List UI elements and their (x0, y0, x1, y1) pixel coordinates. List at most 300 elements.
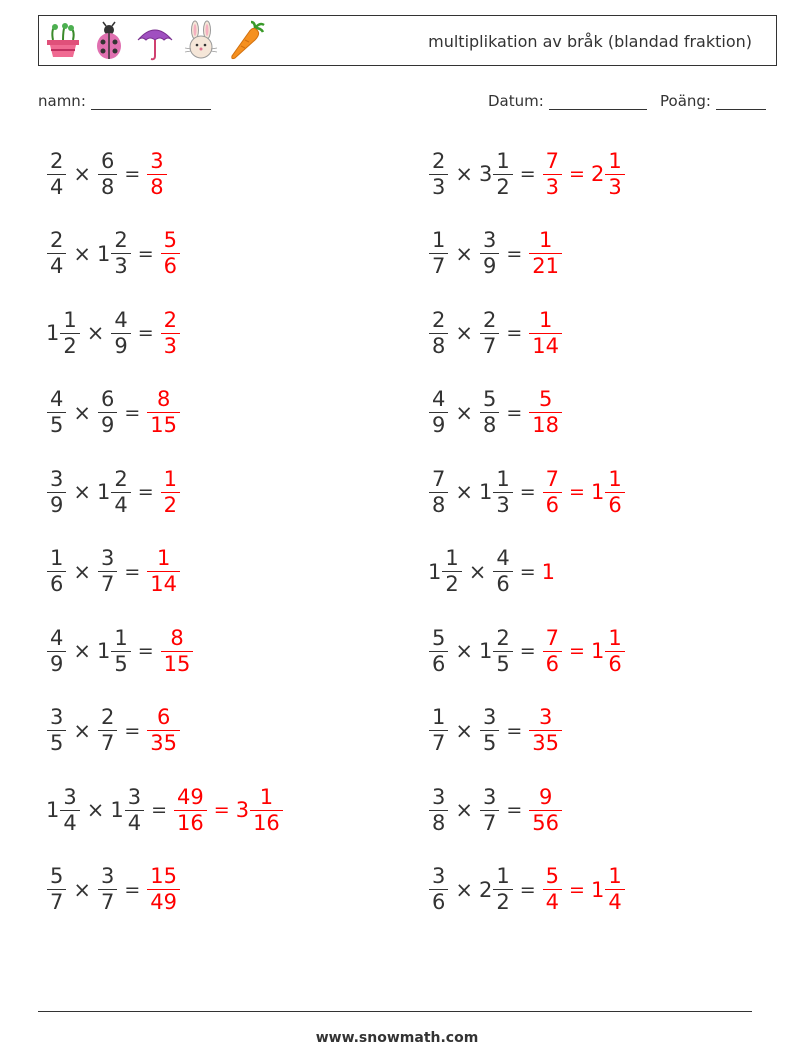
name-label: namn: (38, 92, 86, 110)
denominator: 3 (543, 174, 562, 200)
numerator: 5 (545, 864, 560, 888)
denominator: 6 (605, 492, 624, 518)
denominator: 3 (161, 333, 180, 359)
name-field (38, 92, 211, 110)
equals-sign: = (124, 560, 141, 583)
denominator: 8 (98, 174, 117, 200)
denominator: 6 (543, 651, 562, 677)
equals-sign: = (519, 878, 536, 901)
times-sign: × (455, 877, 473, 902)
fraction (543, 467, 562, 518)
times-sign: × (73, 559, 91, 584)
numerator: 2 (496, 625, 510, 650)
denominator: 7 (98, 571, 117, 597)
times-sign: × (73, 400, 91, 425)
denominator: 15 (161, 651, 194, 677)
denominator: 3 (605, 174, 624, 200)
whole-number: 3 (478, 162, 493, 186)
denominator: 8 (429, 810, 448, 836)
fraction (429, 149, 448, 200)
fraction (493, 626, 512, 677)
numerator: 4 (496, 546, 510, 570)
answer (542, 149, 626, 200)
whole-number: 1 (110, 798, 124, 822)
fraction (60, 308, 79, 359)
problem-item (46, 461, 181, 523)
denominator: 5 (493, 651, 512, 677)
fraction (47, 546, 66, 597)
numerator: 49 (177, 784, 204, 809)
answer (146, 546, 181, 597)
whole-number: 1 (46, 321, 60, 345)
equals-sign: = (151, 799, 168, 821)
fraction (480, 387, 499, 438)
numerator: 4 (50, 387, 64, 411)
times-sign: × (73, 877, 91, 902)
score-blank-line[interactable] (716, 94, 766, 110)
numerator: 7 (545, 625, 560, 650)
equals-sign: = (519, 560, 536, 583)
fraction (161, 467, 180, 518)
fraction (47, 864, 66, 915)
denominator: 4 (125, 810, 144, 836)
score-field (660, 92, 766, 110)
whole-number: 1 (541, 559, 556, 584)
equals-sign: = (569, 640, 585, 662)
times-sign: × (455, 162, 473, 186)
numerator: 7 (432, 466, 446, 491)
problem-item (46, 700, 181, 762)
whole-number: 1 (478, 639, 493, 663)
fraction (161, 308, 180, 359)
fraction (605, 864, 624, 915)
answer (528, 705, 563, 756)
fraction (111, 467, 130, 518)
numerator: 3 (432, 864, 446, 888)
denominator: 5 (47, 412, 66, 438)
score-label: Poäng: (660, 92, 711, 110)
numerator: 1 (432, 705, 446, 729)
equals-sign: = (506, 322, 523, 344)
denominator: 7 (98, 889, 117, 915)
equals-sign: = (569, 163, 585, 185)
denominator: 4 (111, 492, 130, 518)
fraction (125, 785, 144, 836)
whole-number: 1 (96, 639, 111, 663)
times-sign: × (455, 718, 473, 743)
whole-number: 1 (96, 480, 111, 504)
fraction (493, 546, 512, 597)
fraction (529, 705, 562, 756)
answer (528, 785, 563, 836)
fraction (529, 228, 562, 279)
fraction (111, 626, 130, 677)
denominator: 35 (147, 730, 180, 756)
name-blank-line[interactable] (91, 94, 211, 110)
equals-sign: = (124, 878, 141, 901)
numerator: 1 (608, 148, 622, 173)
problem-item (428, 779, 563, 841)
numerator: 1 (496, 148, 510, 173)
denominator: 6 (543, 492, 562, 518)
fraction (47, 387, 66, 438)
problem-item (46, 859, 181, 921)
numerator: 1 (608, 466, 622, 491)
numerator: 15 (150, 864, 178, 888)
equals-sign: = (124, 163, 141, 185)
denominator: 4 (605, 889, 624, 915)
whole-number: 2 (590, 162, 605, 186)
fraction (174, 785, 207, 836)
fraction (111, 308, 130, 359)
denominator: 6 (429, 889, 448, 915)
numerator: 6 (100, 387, 115, 411)
denominator: 5 (47, 730, 66, 756)
numerator: 1 (608, 625, 622, 650)
numerator: 3 (50, 466, 64, 491)
answer (542, 626, 626, 677)
denominator: 2 (161, 492, 180, 518)
denominator: 8 (429, 333, 448, 359)
denominator: 5 (111, 651, 130, 677)
times-sign: × (468, 559, 487, 584)
numerator: 2 (482, 307, 497, 332)
fraction (429, 864, 448, 915)
fraction (429, 626, 448, 677)
fraction (605, 149, 624, 200)
problem-item (46, 302, 181, 364)
numerator: 1 (50, 546, 64, 570)
fraction (47, 467, 66, 518)
times-sign: × (455, 241, 473, 266)
denominator: 14 (147, 571, 180, 597)
fraction (98, 387, 117, 438)
denominator: 6 (161, 253, 180, 279)
times-sign: × (73, 639, 91, 663)
answer (160, 308, 181, 359)
numerator: 1 (163, 466, 178, 491)
numerator: 5 (50, 864, 64, 888)
denominator: 2 (60, 333, 79, 359)
date-field (488, 92, 647, 110)
answer (173, 785, 284, 836)
fraction (429, 228, 448, 279)
denominator: 4 (60, 810, 79, 836)
equals-sign: = (137, 481, 154, 503)
times-sign: × (455, 400, 473, 425)
denominator: 2 (493, 889, 512, 915)
times-sign: × (455, 321, 473, 345)
equals-sign: = (124, 719, 141, 742)
numerator: 5 (432, 625, 446, 650)
problem-item (46, 620, 194, 682)
denominator: 6 (493, 571, 512, 597)
denominator: 4 (47, 174, 66, 200)
numerator: 5 (538, 387, 553, 411)
answer (160, 228, 181, 279)
denominator: 15 (147, 412, 180, 438)
times-sign: × (86, 798, 105, 822)
equals-sign: = (569, 481, 585, 503)
fraction (480, 705, 499, 756)
numerator: 3 (432, 784, 446, 809)
numerator: 3 (482, 784, 497, 809)
numerator: 3 (482, 705, 497, 729)
whole-number: 1 (590, 480, 605, 504)
equals-sign: = (137, 640, 154, 662)
numerator: 8 (156, 387, 171, 411)
denominator: 8 (480, 412, 499, 438)
equals-sign: = (137, 242, 154, 265)
answer (528, 387, 563, 438)
header-icons (43, 20, 267, 62)
equals-sign: = (569, 878, 585, 901)
numerator: 2 (432, 307, 446, 332)
denominator: 16 (174, 810, 207, 836)
denominator: 3 (429, 174, 448, 200)
fraction (161, 228, 180, 279)
denominator: 6 (605, 651, 624, 677)
denominator: 7 (480, 333, 499, 359)
answer (528, 308, 563, 359)
fraction (147, 149, 166, 200)
problem-item (46, 541, 181, 603)
fraction (47, 705, 66, 756)
fraction (543, 864, 562, 915)
numerator: 1 (432, 228, 446, 252)
fraction (543, 149, 562, 200)
numerator: 1 (538, 228, 553, 252)
answer (146, 149, 167, 200)
numerator: 3 (50, 705, 64, 729)
fraction (605, 626, 624, 677)
numerator: 5 (482, 387, 497, 411)
answer (146, 387, 181, 438)
numerator: 3 (100, 546, 115, 570)
equals-sign: = (519, 163, 536, 185)
problem-item (428, 461, 626, 523)
problem-item (428, 143, 626, 205)
header-box (38, 15, 777, 66)
numerator: 5 (163, 228, 178, 252)
answer (542, 560, 555, 584)
numerator: 9 (538, 784, 553, 809)
whole-number: 1 (46, 798, 60, 822)
denominator: 7 (429, 730, 448, 756)
fraction (493, 864, 512, 915)
equals-sign: = (124, 401, 141, 424)
numerator: 3 (127, 784, 142, 809)
problem-item (46, 143, 168, 205)
equals-sign: = (506, 719, 523, 742)
problem-item (428, 620, 626, 682)
numerator: 2 (50, 148, 64, 173)
fraction (529, 308, 562, 359)
denominator: 3 (493, 492, 512, 518)
numerator: 3 (150, 148, 164, 173)
times-sign: × (455, 639, 473, 663)
denominator: 7 (47, 889, 66, 915)
times-sign: × (73, 718, 91, 743)
numerator: 3 (63, 784, 77, 809)
denominator: 8 (147, 174, 166, 200)
fraction (442, 546, 461, 597)
equals-sign: = (213, 799, 230, 821)
fraction (147, 864, 180, 915)
whole-number: 2 (478, 877, 493, 902)
times-sign: × (73, 480, 91, 504)
fraction (250, 785, 283, 836)
fraction (147, 387, 180, 438)
numerator: 2 (114, 466, 128, 491)
answer (160, 467, 181, 518)
problem-item (428, 223, 563, 285)
denominator: 9 (47, 651, 66, 677)
fraction (161, 626, 194, 677)
denominator: 14 (529, 333, 562, 359)
denominator: 6 (47, 571, 66, 597)
numerator: 1 (496, 466, 510, 491)
fraction (429, 467, 448, 518)
denominator: 9 (47, 492, 66, 518)
numerator: 2 (50, 228, 64, 252)
numerator: 4 (50, 625, 64, 650)
fraction (529, 785, 562, 836)
times-sign: × (73, 162, 91, 186)
whole-number: 3 (235, 798, 250, 822)
numerator: 1 (63, 307, 77, 332)
denominator: 56 (529, 810, 562, 836)
answer (542, 864, 626, 915)
fraction (98, 149, 117, 200)
footer-url: www.snowmath.com (315, 1030, 479, 1046)
answer (146, 864, 181, 915)
numerator: 1 (496, 864, 510, 888)
numerator: 1 (259, 784, 274, 809)
denominator: 7 (480, 810, 499, 836)
numerator: 7 (545, 148, 560, 173)
denominator: 9 (429, 412, 448, 438)
fraction (98, 705, 117, 756)
problem-item (428, 541, 555, 603)
fraction (147, 546, 180, 597)
equals-sign: = (506, 401, 523, 424)
fraction (493, 149, 512, 200)
numerator: 1 (156, 546, 171, 570)
equals-sign: = (506, 242, 523, 265)
problem-item (428, 382, 563, 444)
numerator: 3 (100, 864, 115, 888)
numerator: 3 (482, 228, 497, 252)
fraction (47, 626, 66, 677)
denominator: 21 (529, 253, 562, 279)
umbrella-icon (135, 20, 175, 62)
carrot-icon (227, 20, 267, 62)
denominator: 9 (98, 412, 117, 438)
fraction (605, 467, 624, 518)
whole-number: 1 (590, 639, 605, 663)
fraction (429, 308, 448, 359)
denominator: 18 (529, 412, 562, 438)
fraction (98, 546, 117, 597)
fraction (111, 228, 130, 279)
denominator: 2 (442, 571, 461, 597)
denominator: 5 (480, 730, 499, 756)
fraction (147, 705, 180, 756)
fraction (60, 785, 79, 836)
denominator: 3 (111, 253, 130, 279)
date-blank-line[interactable] (549, 94, 647, 110)
denominator: 9 (480, 253, 499, 279)
fraction (429, 785, 448, 836)
numerator: 2 (163, 307, 178, 332)
equals-sign: = (506, 799, 523, 821)
bunny-icon (181, 20, 221, 62)
numerator: 1 (538, 307, 553, 332)
worksheet-title: multiplikation av bråk (blandad fraktion) (428, 32, 752, 51)
numerator: 6 (100, 148, 115, 173)
answer (146, 705, 181, 756)
denominator: 6 (429, 651, 448, 677)
numerator: 1 (608, 864, 622, 888)
footer-divider (38, 1011, 752, 1012)
fraction (480, 785, 499, 836)
fraction (480, 228, 499, 279)
numerator: 2 (114, 228, 128, 252)
denominator: 35 (529, 730, 562, 756)
denominator: 9 (111, 333, 130, 359)
problem-item (428, 700, 563, 762)
answer (542, 467, 626, 518)
numerator: 2 (432, 148, 446, 173)
numerator: 4 (432, 387, 446, 411)
denominator: 49 (147, 889, 180, 915)
equals-sign: = (519, 640, 536, 662)
denominator: 7 (429, 253, 448, 279)
date-label: Datum: (488, 92, 544, 110)
problem-item (46, 223, 181, 285)
whole-number: 1 (590, 877, 605, 902)
denominator: 7 (98, 730, 117, 756)
answer (528, 228, 563, 279)
fraction (98, 864, 117, 915)
answer (160, 626, 195, 677)
problem-item (428, 302, 563, 364)
fraction (529, 387, 562, 438)
times-sign: × (86, 321, 105, 345)
equals-sign: = (137, 322, 154, 344)
problem-item (428, 859, 626, 921)
denominator: 8 (429, 492, 448, 518)
fraction (47, 149, 66, 200)
ladybug-icon (89, 20, 129, 62)
numerator: 1 (445, 546, 459, 570)
numerator: 7 (545, 466, 560, 491)
numerator: 1 (114, 625, 128, 650)
whole-number: 1 (96, 241, 111, 266)
denominator: 2 (493, 174, 512, 200)
denominator: 4 (543, 889, 562, 915)
problem-item (46, 382, 181, 444)
times-sign: × (73, 241, 91, 266)
denominator: 16 (250, 810, 283, 836)
times-sign: × (455, 798, 473, 822)
fraction (480, 308, 499, 359)
numerator: 2 (100, 705, 115, 729)
plant-pot-icon (43, 20, 83, 62)
times-sign: × (455, 480, 473, 504)
numerator: 8 (170, 625, 184, 650)
